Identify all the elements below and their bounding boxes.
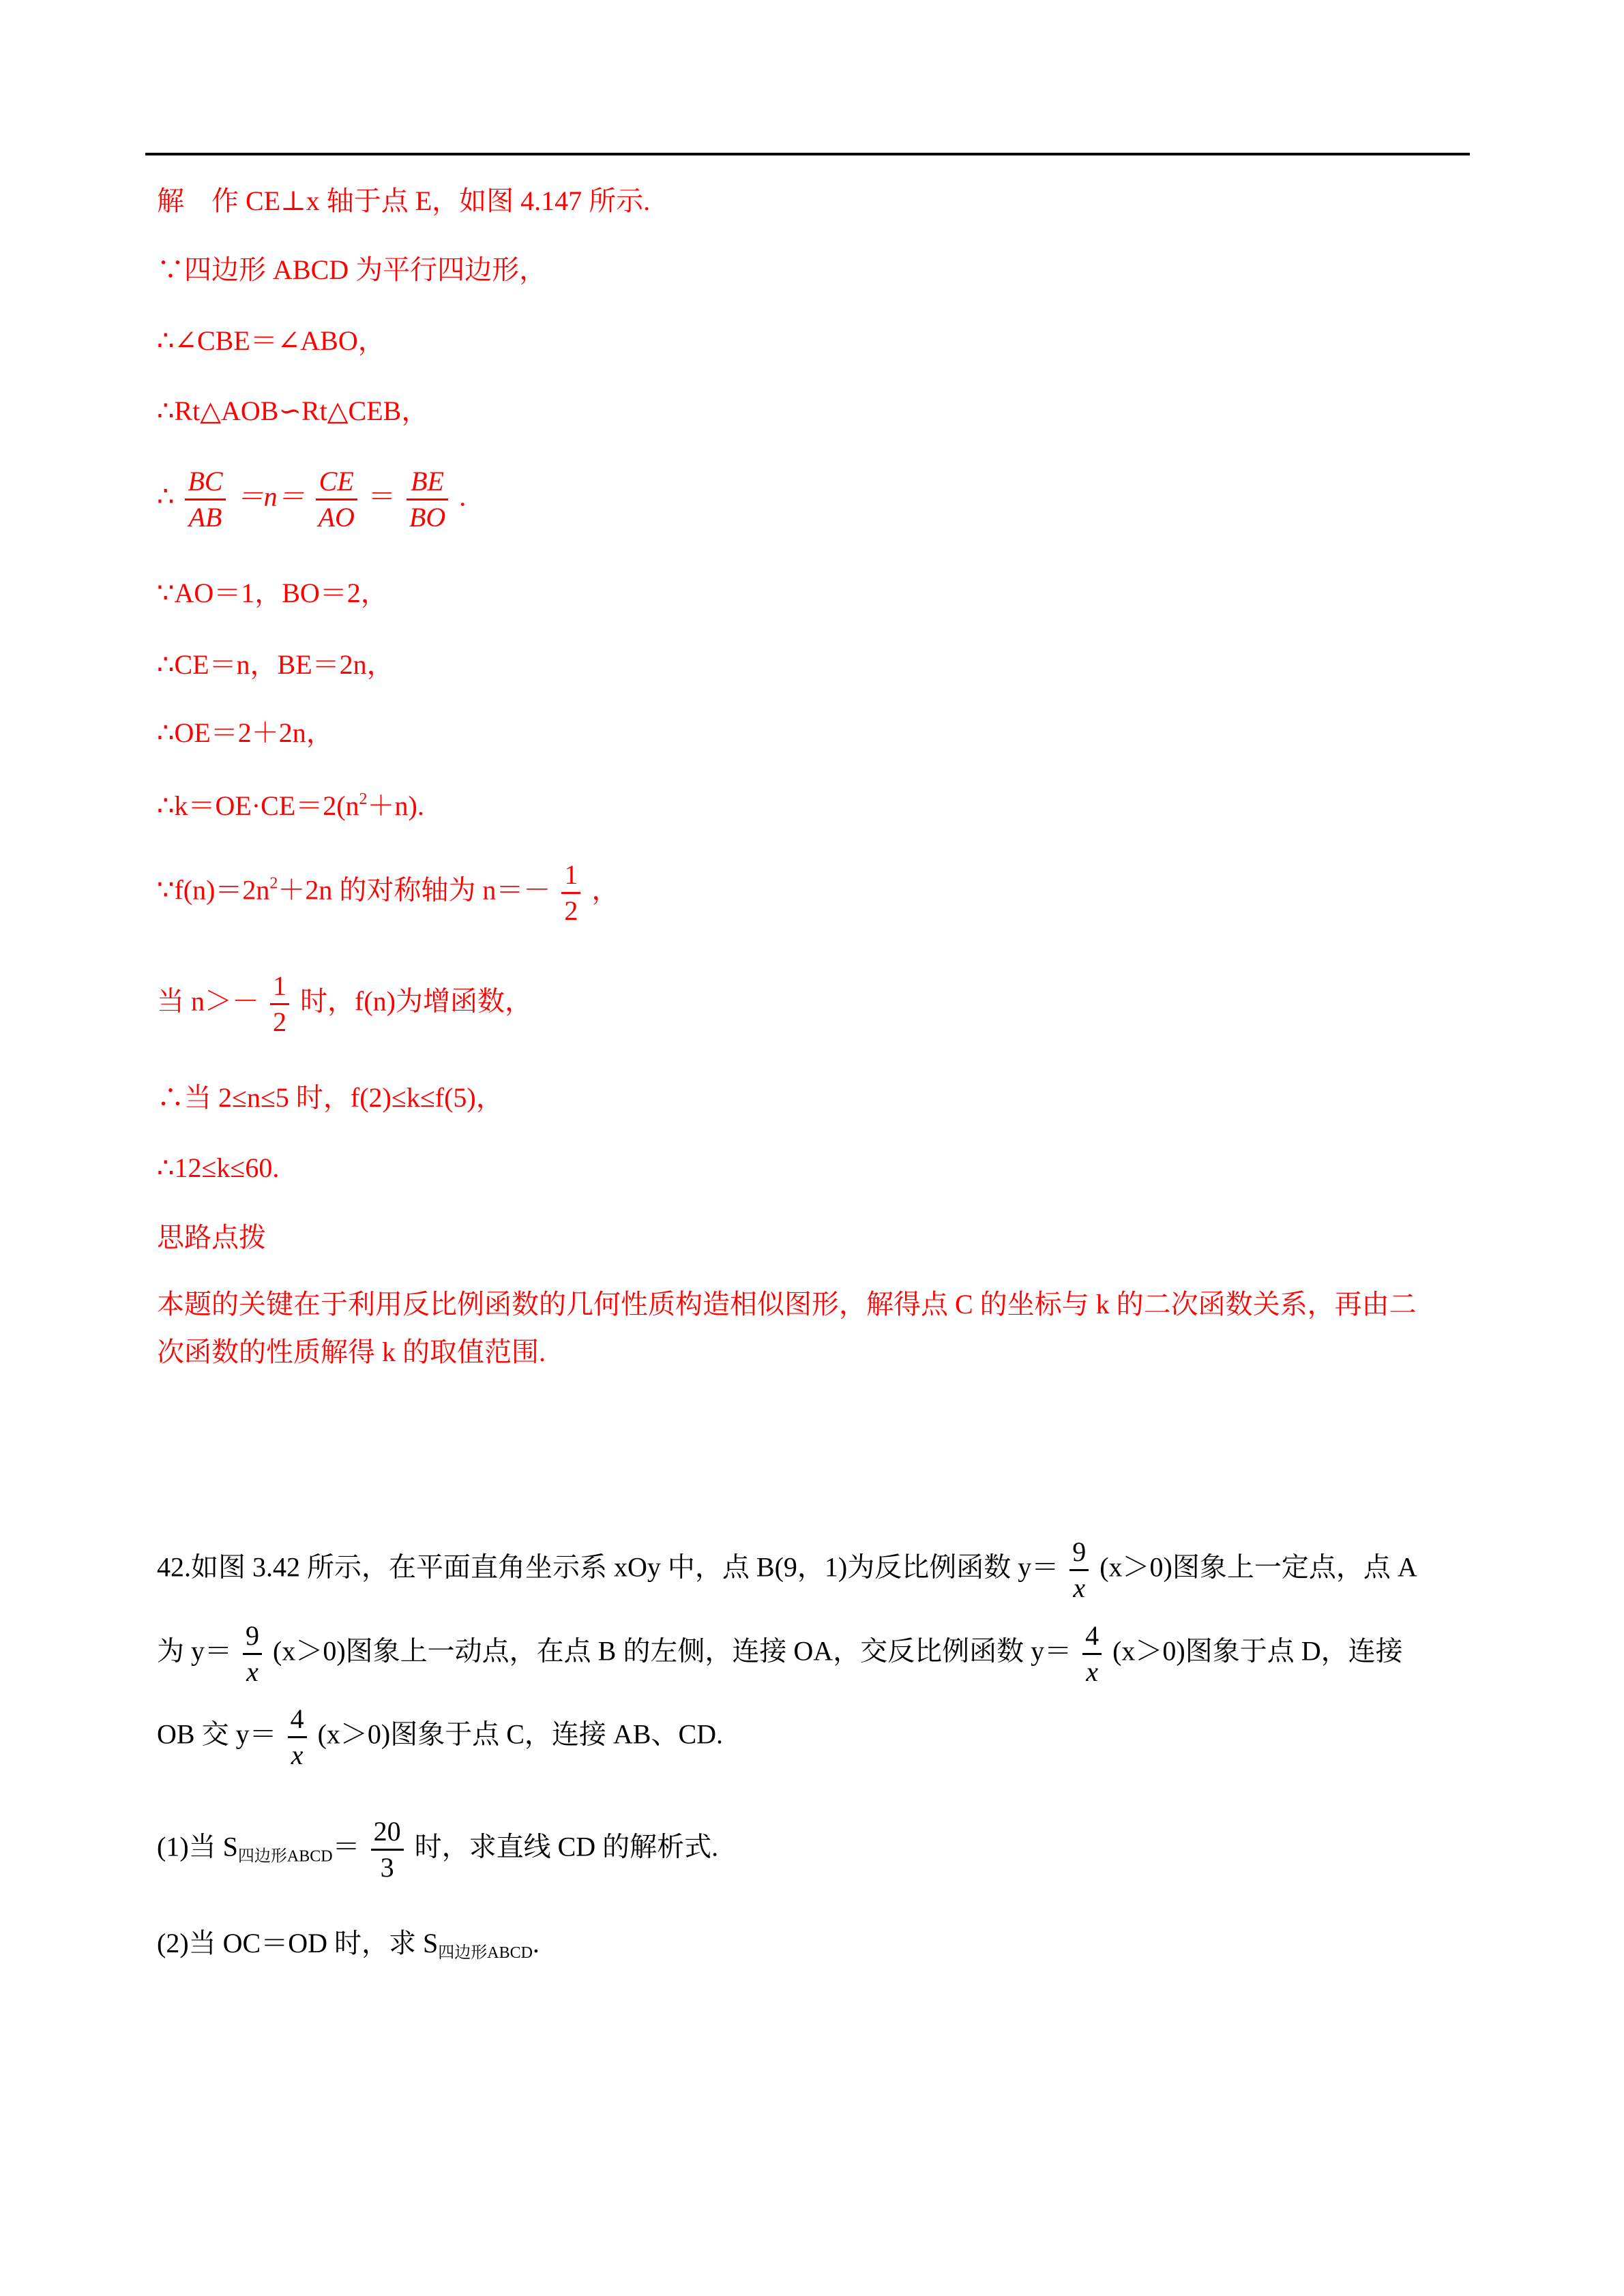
problem-text: (x＞0)图象于点 D，连接 (1112, 1635, 1403, 1667)
hint-line-1 (157, 1291, 1417, 1318)
denominator: 2 (564, 895, 578, 926)
fraction-4-over-x (288, 1705, 307, 1770)
solution-text: ∴Rt△AOB∽Rt△CEB， (157, 396, 429, 426)
problem-text: ＝ (332, 1831, 360, 1862)
problem-line-2 (157, 1622, 1403, 1686)
denominator: 3 (380, 1852, 394, 1883)
solution-text: 解 作 CE⊥x 轴于点 E，如图 4.147 所示. (157, 185, 651, 216)
solution-line-6 (157, 580, 388, 607)
solution-line-10 (157, 861, 619, 925)
hint-text: 本题的关键在于利用反比例函数的几何性质构造相似图形，解得点 C 的坐标与 k 的二次函数关系，再由二 (157, 1289, 1417, 1320)
problem-line-3 (157, 1705, 723, 1770)
fraction-9-over-x (243, 1622, 262, 1686)
denominator: x (291, 1740, 304, 1770)
problem-text: (1)当 S (157, 1831, 238, 1862)
problem-text: (x＞0)图象上一定点，点 A (1099, 1551, 1417, 1583)
solution-line-3 (157, 327, 385, 355)
header-rule (145, 153, 1470, 155)
fraction-4-over-x (1082, 1622, 1102, 1686)
area-subscript: 四边形ABCD (438, 1944, 533, 1962)
solution-line-11 (157, 972, 532, 1037)
denominator: x (246, 1656, 259, 1687)
solution-text: ∴∠CBE＝∠ABO， (157, 325, 385, 356)
numerator: 9 (246, 1620, 259, 1651)
problem-text: . (532, 1928, 540, 1958)
problem-text: OB 交 y＝ (157, 1718, 277, 1750)
solution-line-13 (157, 1154, 279, 1182)
numerator: 20 (373, 1816, 401, 1847)
fraction-one-half (270, 972, 289, 1037)
fraction-one-half (561, 861, 580, 925)
problem-text: (x＞0)图象于点 C，连接 AB、CD. (317, 1718, 724, 1750)
problem-text: 时，求直线 CD 的解析式. (414, 1831, 719, 1862)
denominator: AB (188, 502, 222, 533)
hint-text: 次函数的性质解得 k 的取值范围. (157, 1337, 546, 1367)
solution-line-12 (157, 1084, 503, 1112)
solution-line-1 (157, 185, 651, 216)
solution-text: ∵AO＝1，BO＝2， (157, 578, 388, 608)
denominator: x (1073, 1572, 1086, 1603)
denominator: x (1086, 1656, 1098, 1687)
exponent: 2 (269, 874, 278, 893)
numerator: 4 (290, 1703, 304, 1734)
problem-part-2 (157, 1930, 540, 1961)
equation-text: ∵f(n)＝2n (157, 874, 270, 906)
denominator: AO (318, 502, 355, 533)
exponent: 2 (359, 790, 368, 808)
solution-line-9 (157, 791, 424, 820)
area-subscript: 四边形ABCD (237, 1847, 333, 1866)
hint-title (157, 1224, 266, 1251)
solution-text: ∴OE＝2＋2n， (157, 717, 334, 748)
problem-text: (2)当 OC＝OD 时，求 S (157, 1928, 439, 1958)
problem-text: 如图 3.42 所示，在平面直角坐示系 xOy 中，点 B(9，1)为反比例函数 y＝ (191, 1551, 1059, 1583)
equation-text: ＋2n 的对称轴为 n＝－ (278, 874, 551, 906)
equation-text: 时，f(n)为增函数， (300, 985, 532, 1017)
solution-line-7 (157, 651, 394, 679)
problem-text: 为 y＝ (157, 1635, 232, 1667)
solution-line-4 (157, 398, 428, 425)
hint-title-text: 思路点拨 (157, 1222, 266, 1253)
numerator: 1 (273, 970, 286, 1001)
solution-line-8 (157, 719, 334, 747)
numerator: 1 (564, 859, 578, 890)
numerator: 4 (1085, 1620, 1099, 1651)
solution-text: ∵四边形 ABCD 为平行四边形， (157, 254, 547, 285)
fraction-9-over-x (1069, 1538, 1089, 1602)
problem-line-1 (157, 1538, 1417, 1602)
fraction-20-over-3 (371, 1817, 404, 1882)
solution-line-ratio (157, 467, 466, 532)
therefore-symbol: ∴ (157, 481, 175, 512)
numerator: BC (188, 466, 223, 496)
problem-part-1 (157, 1817, 718, 1882)
numerator: BE (411, 466, 444, 496)
hint-line-2 (157, 1339, 546, 1366)
equation-text: ＝ (368, 481, 396, 512)
numerator: CE (319, 466, 354, 496)
problem-text: (x＞0)图象上一动点，在点 B 的左侧，连接 OA，交反比例函数 y＝ (273, 1635, 1072, 1667)
solution-line-2 (157, 256, 546, 284)
solution-text: ∴CE＝n，BE＝2n， (157, 649, 394, 680)
equation-text: ， (591, 874, 619, 906)
solution-text: ∴当 2≤n≤5 时，f(2)≤k≤f(5)， (157, 1082, 503, 1113)
denominator: 2 (273, 1007, 286, 1037)
fraction-ce-ao (316, 467, 357, 532)
equation-text: ∴k＝OE·CE＝2(n (157, 790, 359, 821)
problem-number: 42. (157, 1551, 191, 1583)
denominator: BO (409, 502, 446, 533)
numerator: 9 (1072, 1536, 1087, 1567)
fraction-be-bo (407, 467, 448, 532)
equation-text: ＝n＝ (236, 481, 305, 512)
equation-text: . (459, 481, 467, 512)
fraction-bc-ab (185, 467, 225, 532)
equation-text: 当 n＞－ (157, 985, 259, 1017)
equation-text: ＋n). (367, 790, 424, 821)
solution-text: ∴12≤k≤60. (157, 1152, 280, 1183)
